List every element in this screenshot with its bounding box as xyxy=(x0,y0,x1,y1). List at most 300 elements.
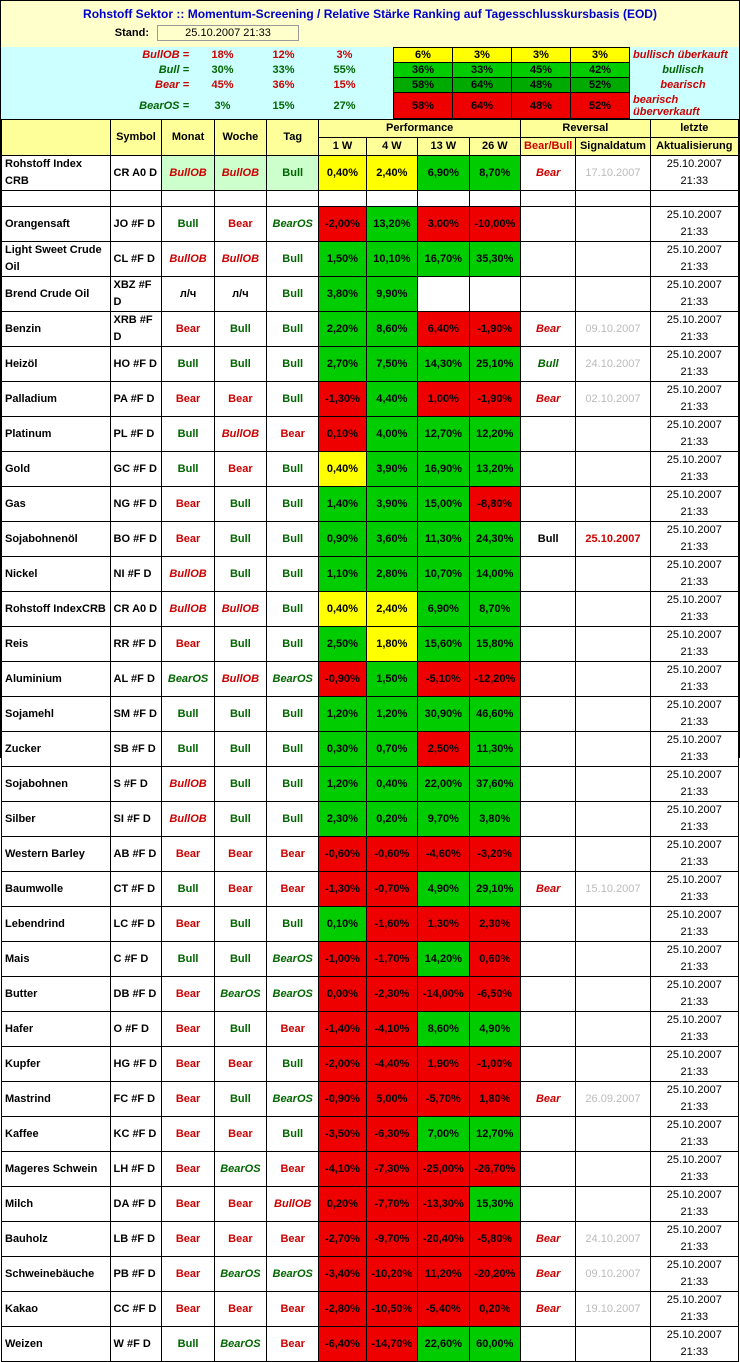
matrix-r0-c1: 3% xyxy=(453,48,512,63)
row-p13w: 12,70% xyxy=(418,417,469,452)
summary-bulloB-v3: 3% xyxy=(336,49,353,61)
row-p26w: 8,70% xyxy=(469,592,520,627)
table-row[interactable] xyxy=(2,277,739,312)
row-tag: Bull xyxy=(267,697,319,732)
row-p13w xyxy=(418,277,469,312)
col-letzte: letzte xyxy=(650,120,738,138)
row-tag: Bear xyxy=(267,1012,319,1047)
col-aktualisierung: Aktualisierung xyxy=(650,138,738,156)
col-reversal: Reversal xyxy=(521,120,651,138)
row-name: Hafer xyxy=(2,1012,111,1047)
row-symbol: NI #F D xyxy=(110,557,162,592)
matrix-r3-c3: 52% xyxy=(571,93,630,119)
row-reversal xyxy=(521,487,576,522)
row-woche: Bull xyxy=(214,802,266,837)
row-tag: Bull xyxy=(267,487,319,522)
row-p13w: -14,00% xyxy=(418,977,469,1012)
row-name: Sojabohnenöl xyxy=(2,522,111,557)
row-reversal xyxy=(521,1152,576,1187)
row-signaldatum: 19.10.2007 xyxy=(576,1292,650,1327)
row-p26w: 12,20% xyxy=(469,417,520,452)
matrix-r0-c3: 3% xyxy=(571,48,630,63)
row-letzte: 25.10.2007 21:33 xyxy=(650,767,738,802)
row-p4w: 3,60% xyxy=(366,522,417,557)
row-name: Orangensaft xyxy=(2,207,111,242)
row-p13w: 11,30% xyxy=(418,522,469,557)
row-letzte: 25.10.2007 21:33 xyxy=(650,1012,738,1047)
row-tag: Bull xyxy=(267,907,319,942)
row-p26w: 35,30% xyxy=(469,242,520,277)
row-letzte: 25.10.2007 21:33 xyxy=(650,557,738,592)
row-name: Baumwolle xyxy=(2,872,111,907)
row-p13w: 9,70% xyxy=(418,802,469,837)
row-p26w: 8,70% xyxy=(469,156,520,191)
row-p4w: 0,20% xyxy=(366,802,417,837)
row-p4w: 4,40% xyxy=(366,382,417,417)
row-reversal xyxy=(521,557,576,592)
row-p4w: 3,90% xyxy=(366,452,417,487)
matrix-r2-c3: 52% xyxy=(571,78,630,93)
row-p26w: 4,90% xyxy=(469,1012,520,1047)
table-row[interactable] xyxy=(2,802,739,837)
summary-bearos-v3: 27% xyxy=(333,99,356,112)
table-row[interactable] xyxy=(2,312,739,347)
row-letzte: 25.10.2007 21:33 xyxy=(650,1257,738,1292)
row-reversal xyxy=(521,697,576,732)
row-monat: Bear xyxy=(162,382,214,417)
row-p1w: 0,10% xyxy=(319,417,366,452)
row-p4w: 5,00% xyxy=(366,1082,417,1117)
row-letzte: 25.10.2007 21:33 xyxy=(650,977,738,1012)
summary-bear-v1: 45% xyxy=(211,79,234,91)
row-monat: Bull xyxy=(162,417,214,452)
row-tag: Bear xyxy=(267,1152,319,1187)
table-row[interactable] xyxy=(2,942,739,977)
matrix-r2-c1: 64% xyxy=(453,78,512,93)
row-signaldatum xyxy=(576,487,650,522)
row-symbol: SI #F D xyxy=(110,802,162,837)
table-header-row xyxy=(2,120,739,138)
row-signaldatum xyxy=(576,207,650,242)
row-monat: Bull xyxy=(162,452,214,487)
row-signaldatum xyxy=(576,627,650,662)
row-monat: Bear xyxy=(162,627,214,662)
row-woche: BearOS xyxy=(214,977,266,1012)
row-p1w: 0,40% xyxy=(319,592,366,627)
row-p4w: -9,70% xyxy=(366,1222,417,1257)
table-row[interactable] xyxy=(2,697,739,732)
row-reversal xyxy=(521,802,576,837)
col-performance: Performance xyxy=(319,120,521,138)
table-row[interactable] xyxy=(2,242,739,277)
row-p26w: 24,30% xyxy=(469,522,520,557)
row-letzte: 25.10.2007 21:33 xyxy=(650,156,738,191)
row-letzte: 25.10.2007 21:33 xyxy=(650,942,738,977)
row-name: Zucker xyxy=(2,732,111,767)
row-monat: Bear xyxy=(162,1082,214,1117)
row-p13w: 16,70% xyxy=(418,242,469,277)
table-row[interactable] xyxy=(2,1047,739,1082)
matrix-r0-c2: 3% xyxy=(512,48,571,63)
row-p13w: 2,50% xyxy=(418,732,469,767)
table-row[interactable] xyxy=(2,382,739,417)
table-row[interactable] xyxy=(2,627,739,662)
row-signaldatum xyxy=(576,942,650,977)
row-reversal: Bull xyxy=(521,347,576,382)
row-p4w: 1,80% xyxy=(366,627,417,662)
row-letzte: 25.10.2007 21:33 xyxy=(650,312,738,347)
row-woche: BullOB xyxy=(214,242,266,277)
row-woche: Bull xyxy=(214,697,266,732)
legend-bearish-oversold: bearisch überverkauft xyxy=(633,93,700,118)
row-monat: Bull xyxy=(162,207,214,242)
row-p4w: 10,10% xyxy=(366,242,417,277)
summary-bear-v3: 15% xyxy=(333,79,356,91)
table-row[interactable] xyxy=(2,1187,739,1222)
row-tag: Bull xyxy=(267,592,319,627)
row-reversal: Bear xyxy=(521,872,576,907)
spacer-cell xyxy=(469,191,520,207)
row-symbol: CL #F D xyxy=(110,242,162,277)
row-tag: Bear xyxy=(267,872,319,907)
table-row[interactable] xyxy=(2,522,739,557)
row-p1w: -0,90% xyxy=(319,1082,366,1117)
row-monat: Bull xyxy=(162,1327,214,1362)
row-tag: Bear xyxy=(267,417,319,452)
row-reversal xyxy=(521,907,576,942)
row-tag: Bull xyxy=(267,156,319,191)
row-symbol: LC #F D xyxy=(110,907,162,942)
row-p4w: -14,70% xyxy=(366,1327,417,1362)
row-p4w: -7,30% xyxy=(366,1152,417,1187)
spacer-cell xyxy=(366,191,417,207)
row-p1w: 1,20% xyxy=(319,767,366,802)
row-letzte: 25.10.2007 21:33 xyxy=(650,522,738,557)
row-woche: Bear xyxy=(214,1047,266,1082)
spacer-cell xyxy=(576,191,650,207)
legend-bullish: bullisch xyxy=(662,64,704,76)
row-name: Schweinebäuche xyxy=(2,1257,111,1292)
row-p4w: -4,10% xyxy=(366,1012,417,1047)
summary-bearos-v2: 15% xyxy=(272,99,295,112)
row-symbol: JO #F D xyxy=(110,207,162,242)
summary-row xyxy=(1,93,739,119)
table-row[interactable] xyxy=(2,1152,739,1187)
row-p13w: 6,90% xyxy=(418,156,469,191)
row-woche: Bear xyxy=(214,1292,266,1327)
row-p13w: 16,90% xyxy=(418,452,469,487)
table-row[interactable] xyxy=(2,1257,739,1292)
row-monat: Bear xyxy=(162,312,214,347)
table-row[interactable] xyxy=(2,662,739,697)
row-symbol: XBZ #F D xyxy=(110,277,162,312)
row-woche: Bull xyxy=(214,1082,266,1117)
table-row-index[interactable] xyxy=(2,156,739,191)
row-p26w: 0,20% xyxy=(469,1292,520,1327)
row-letzte: 25.10.2007 21:33 xyxy=(650,627,738,662)
row-symbol: LH #F D xyxy=(110,1152,162,1187)
spacer-row xyxy=(2,191,739,207)
row-signaldatum xyxy=(576,277,650,312)
row-woche: BullOB xyxy=(214,662,266,697)
row-reversal xyxy=(521,977,576,1012)
row-p26w: 15,80% xyxy=(469,627,520,662)
header-banner xyxy=(1,1,739,47)
row-reversal xyxy=(521,207,576,242)
row-woche: Bear xyxy=(214,1222,266,1257)
row-symbol: AL #F D xyxy=(110,662,162,697)
row-p4w: 0,70% xyxy=(366,732,417,767)
col-26w: 26 W xyxy=(469,138,520,156)
table-row[interactable] xyxy=(2,977,739,1012)
row-signaldatum xyxy=(576,592,650,627)
summary-bearos-v1: 3% xyxy=(214,99,231,112)
row-p4w: -0,60% xyxy=(366,837,417,872)
summary-row xyxy=(1,78,739,93)
row-name: Palladium xyxy=(2,382,111,417)
row-tag: Bull xyxy=(267,522,319,557)
row-tag: BearOS xyxy=(267,977,319,1012)
table-row[interactable] xyxy=(2,1222,739,1257)
spacer-cell xyxy=(418,191,469,207)
row-letzte: 25.10.2007 21:33 xyxy=(650,1117,738,1152)
row-monat: Bear xyxy=(162,1257,214,1292)
row-letzte: 25.10.2007 21:33 xyxy=(650,907,738,942)
row-reversal: Bear xyxy=(521,156,576,191)
row-signaldatum: 15.10.2007 xyxy=(576,872,650,907)
spacer-cell xyxy=(267,191,319,207)
row-reversal xyxy=(521,1012,576,1047)
row-tag: Bull xyxy=(267,452,319,487)
row-p4w: 4,00% xyxy=(366,417,417,452)
row-p26w: 15,30% xyxy=(469,1187,520,1222)
row-p1w: 2,20% xyxy=(319,312,366,347)
table-row[interactable] xyxy=(2,1292,739,1327)
row-name: Gas xyxy=(2,487,111,522)
row-letzte: 25.10.2007 21:33 xyxy=(650,802,738,837)
row-name: Kakao xyxy=(2,1292,111,1327)
row-tag: Bull xyxy=(267,1117,319,1152)
row-p13w: -5,70% xyxy=(418,1082,469,1117)
row-p1w: -1,40% xyxy=(319,1012,366,1047)
row-p13w: 15,60% xyxy=(418,627,469,662)
row-letzte: 25.10.2007 21:33 xyxy=(650,277,738,312)
table-row[interactable] xyxy=(2,452,739,487)
row-p4w: 2,80% xyxy=(366,557,417,592)
row-signaldatum xyxy=(576,907,650,942)
row-signaldatum xyxy=(576,977,650,1012)
row-symbol: LB #F D xyxy=(110,1222,162,1257)
table-row[interactable] xyxy=(2,1082,739,1117)
row-name: Brend Crude Oil xyxy=(2,277,111,312)
table-row[interactable] xyxy=(2,417,739,452)
row-p1w: -6,40% xyxy=(319,1327,366,1362)
row-monat: BullOB xyxy=(162,557,214,592)
row-signaldatum xyxy=(576,242,650,277)
row-p13w: 15,00% xyxy=(418,487,469,522)
matrix-r3-c1: 64% xyxy=(453,93,512,119)
table-row[interactable] xyxy=(2,592,739,627)
row-name: Western Barley xyxy=(2,837,111,872)
table-row[interactable] xyxy=(2,732,739,767)
row-reversal: Bear xyxy=(521,382,576,417)
table-row[interactable] xyxy=(2,872,739,907)
row-woche: Bull xyxy=(214,487,266,522)
row-p4w: -0,70% xyxy=(366,872,417,907)
row-name: Butter xyxy=(2,977,111,1012)
table-row[interactable] xyxy=(2,907,739,942)
row-symbol: HG #F D xyxy=(110,1047,162,1082)
row-letzte: 25.10.2007 21:33 xyxy=(650,592,738,627)
row-symbol: PL #F D xyxy=(110,417,162,452)
row-p13w: 22,60% xyxy=(418,1327,469,1362)
row-p13w: 11,20% xyxy=(418,1257,469,1292)
table-row[interactable] xyxy=(2,767,739,802)
matrix-r1-c2: 45% xyxy=(512,63,571,78)
row-name: Mageres Schwein xyxy=(2,1152,111,1187)
row-name: Sojamehl xyxy=(2,697,111,732)
row-p4w: -10,20% xyxy=(366,1257,417,1292)
table-row[interactable] xyxy=(2,1117,739,1152)
row-symbol: FC #F D xyxy=(110,1082,162,1117)
row-symbol: CC #F D xyxy=(110,1292,162,1327)
row-symbol: S #F D xyxy=(110,767,162,802)
summary-bulloB-v2: 12% xyxy=(272,49,295,61)
row-woche: Bear xyxy=(214,1117,266,1152)
spacer-cell xyxy=(162,191,214,207)
row-p4w: 0,40% xyxy=(366,767,417,802)
row-p4w: 1,50% xyxy=(366,662,417,697)
row-p26w: -6,50% xyxy=(469,977,520,1012)
row-monat: Bear xyxy=(162,977,214,1012)
row-name: Rohstoff IndexCRB xyxy=(2,592,111,627)
table-row[interactable] xyxy=(2,557,739,592)
spacer-cell xyxy=(214,191,266,207)
row-p26w: 11,30% xyxy=(469,732,520,767)
row-monat: Bear xyxy=(162,1047,214,1082)
row-p4w: 1,20% xyxy=(366,697,417,732)
row-p1w: -4,10% xyxy=(319,1152,366,1187)
row-tag: BearOS xyxy=(267,1257,319,1292)
row-tag: Bull xyxy=(267,312,319,347)
col-4w: 4 W xyxy=(366,138,417,156)
row-p1w: 0,40% xyxy=(319,452,366,487)
row-woche: Bull xyxy=(214,732,266,767)
row-woche: Bull xyxy=(214,1012,266,1047)
row-monat: Bear xyxy=(162,522,214,557)
row-signaldatum xyxy=(576,767,650,802)
row-woche: BearOS xyxy=(214,1257,266,1292)
table-row[interactable] xyxy=(2,1012,739,1047)
row-monat: BullOB xyxy=(162,802,214,837)
row-tag: BearOS xyxy=(267,662,319,697)
row-tag: Bear xyxy=(267,1327,319,1362)
matrix-r2-c0: 58% xyxy=(394,78,453,93)
row-name: Silber xyxy=(2,802,111,837)
row-symbol: DB #F D xyxy=(110,977,162,1012)
row-letzte: 25.10.2007 21:33 xyxy=(650,487,738,522)
row-p13w: 30,90% xyxy=(418,697,469,732)
row-letzte: 25.10.2007 21:33 xyxy=(650,1082,738,1117)
row-reversal xyxy=(521,627,576,662)
table-row[interactable] xyxy=(2,837,739,872)
table-row[interactable] xyxy=(2,347,739,382)
row-p4w: -2,30% xyxy=(366,977,417,1012)
row-reversal xyxy=(521,242,576,277)
row-reversal xyxy=(521,1117,576,1152)
row-woche: BullOB xyxy=(214,156,266,191)
row-name: Gold xyxy=(2,452,111,487)
row-reversal xyxy=(521,942,576,977)
row-tag: Bear xyxy=(267,1292,319,1327)
row-p1w: 1,20% xyxy=(319,697,366,732)
row-symbol: PB #F D xyxy=(110,1257,162,1292)
row-woche: BearOS xyxy=(214,1327,266,1362)
row-letzte: 25.10.2007 21:33 xyxy=(650,1152,738,1187)
row-letzte: 25.10.2007 21:33 xyxy=(650,872,738,907)
row-signaldatum xyxy=(576,1012,650,1047)
row-symbol: CR A0 D xyxy=(110,156,162,191)
row-symbol: RR #F D xyxy=(110,627,162,662)
col-tag: Tag xyxy=(267,120,319,156)
row-p26w: 60,00% xyxy=(469,1327,520,1362)
summary-bulloB-v1: 18% xyxy=(211,49,234,61)
row-p13w: 6,40% xyxy=(418,312,469,347)
row-tag: Bear xyxy=(267,837,319,872)
row-p4w: 3,90% xyxy=(366,487,417,522)
row-symbol: NG #F D xyxy=(110,487,162,522)
row-p26w: -8,80% xyxy=(469,487,520,522)
row-p1w: 0,10% xyxy=(319,907,366,942)
stand-value: 25.10.2007 21:33 xyxy=(157,25,299,41)
table-row[interactable] xyxy=(2,487,739,522)
row-monat: Bear xyxy=(162,907,214,942)
row-name: Kupfer xyxy=(2,1047,111,1082)
row-reversal: Bear xyxy=(521,1292,576,1327)
row-name: Nickel xyxy=(2,557,111,592)
row-p26w: -20,20% xyxy=(469,1257,520,1292)
row-reversal xyxy=(521,417,576,452)
table-body xyxy=(2,207,739,1362)
row-p26w: 2,30% xyxy=(469,907,520,942)
row-woche: Bear xyxy=(214,207,266,242)
row-reversal: Bear xyxy=(521,1222,576,1257)
row-p13w: 8,60% xyxy=(418,1012,469,1047)
stand-row xyxy=(1,23,739,47)
row-name: Mastrind xyxy=(2,1082,111,1117)
row-woche: BullOB xyxy=(214,417,266,452)
summary-bull-v2: 33% xyxy=(272,64,295,76)
row-p1w: 3,80% xyxy=(319,277,366,312)
row-woche: л/ч xyxy=(214,277,266,312)
row-p26w: 12,70% xyxy=(469,1117,520,1152)
row-monat: BullOB xyxy=(162,592,214,627)
row-p13w: 14,30% xyxy=(418,347,469,382)
summary-row xyxy=(1,48,739,63)
row-reversal xyxy=(521,732,576,767)
row-monat: Bull xyxy=(162,942,214,977)
table-row[interactable] xyxy=(2,1327,739,1362)
row-p4w: 7,50% xyxy=(366,347,417,382)
row-p1w: 1,10% xyxy=(319,557,366,592)
row-monat: BullOB xyxy=(162,242,214,277)
row-signaldatum xyxy=(576,1327,650,1362)
row-monat: Bull xyxy=(162,732,214,767)
table-row[interactable] xyxy=(2,207,739,242)
col-1w: 1 W xyxy=(319,138,366,156)
row-p1w: -1,00% xyxy=(319,942,366,977)
row-symbol: CR A0 D xyxy=(110,592,162,627)
